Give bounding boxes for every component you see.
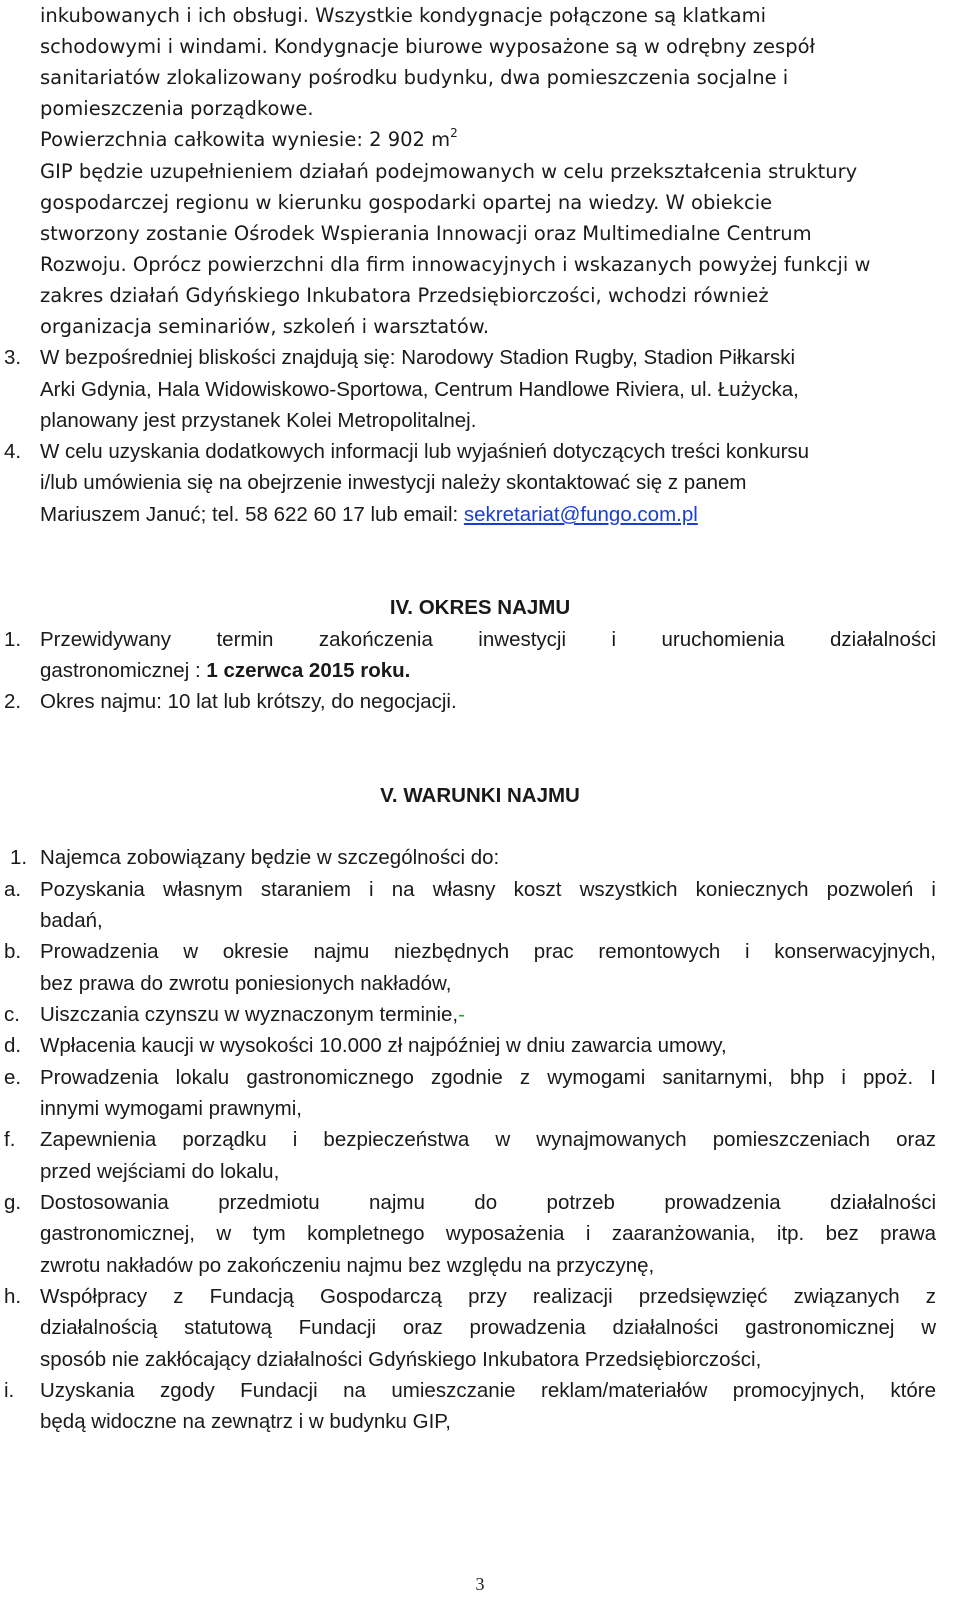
list-letter: d. bbox=[4, 1034, 22, 1057]
text-line: zakres działań Gdyńskiego Inkubatora Przedsiębiorczości, wchodzi również bbox=[40, 284, 769, 307]
list-number: 3. bbox=[4, 346, 22, 369]
text-line: schodowymi i windami. Kondygnacje biurowe wyposażone są w odrębny zespół bbox=[40, 35, 816, 58]
text-line: zwrotu nakładów po zakończeniu najmu bez względu na przyczynę, bbox=[40, 1254, 655, 1277]
area-unit-superscript: 2 bbox=[450, 125, 458, 140]
text-line: innymi wymogami prawnymi, bbox=[40, 1097, 303, 1120]
text-line: sposób nie zakłócający działalności Gdyńskiego Inkubatora Przedsiębiorczości, bbox=[40, 1348, 762, 1371]
list-letter: h. bbox=[4, 1285, 22, 1308]
payment-text: Uiszczania czynszu w wyznaczonym terminie, bbox=[40, 1003, 459, 1026]
section-heading-warunki-najmu: V. WARUNKI NAJMU bbox=[380, 784, 580, 807]
text-line: Przewidywany termin zakończenia inwestycji i uruchomienia działalności bbox=[40, 628, 936, 651]
text-line: Pozyskania własnym staraniem i na własny koszt wszystkich koniecznych pozwoleń i bbox=[40, 878, 936, 901]
text-line: Prowadzenia lokalu gastronomicznego zgodnie z wymogami sanitarnymi, bhp i ppoż. I bbox=[40, 1066, 936, 1089]
list-number: 4. bbox=[4, 440, 22, 463]
text-line: planowany jest przystanek Kolei Metropolitalnej. bbox=[40, 409, 477, 432]
text-line: Okres najmu: 10 lat lub krótszy, do negocjacji. bbox=[40, 690, 457, 713]
contact-text: Mariuszem Januć; tel. 58 622 60 17 lub email: bbox=[40, 503, 464, 526]
date-label: gastronomicznej : bbox=[40, 659, 207, 682]
list-letter: b. bbox=[4, 940, 22, 963]
text-line: przed wejściami do lokalu, bbox=[40, 1160, 280, 1183]
text-line: W celu uzyskania dodatkowych informacji lub wyjaśnień dotyczących treści konkursu bbox=[40, 440, 810, 463]
text-line: stworzony zostanie Ośrodek Wspierania Innowacji oraz Multimedialne Centrum bbox=[40, 222, 812, 245]
text-line: Prowadzenia w okresie najmu niezbędnych prac remontowych i konserwacyjnych, bbox=[40, 940, 936, 963]
text-line: pomieszczenia porządkowe. bbox=[40, 97, 314, 120]
text-line: Najemca zobowiązany będzie w szczególności do: bbox=[40, 846, 500, 869]
date-line bbox=[40, 655, 936, 686]
list-number: 1. bbox=[4, 628, 22, 651]
list-letter: f. bbox=[4, 1128, 16, 1151]
text-line: Zapewnienia porządku i bezpieczeństwa w wynajmowanych pomieszczeniach oraz bbox=[40, 1128, 936, 1151]
area-text: Powierzchnia całkowita wyniesie: 2 902 m bbox=[40, 128, 451, 151]
list-number: 1. bbox=[10, 846, 28, 869]
text-line: gospodarczej regionu w kierunku gospodarki opartej na wiedzy. W obiekcie bbox=[40, 191, 773, 214]
text-line: działalnością statutową Fundacji oraz prowadzenia działalności gastronomicznej w bbox=[40, 1316, 936, 1339]
list-letter: i. bbox=[4, 1379, 15, 1402]
date-value: 1 czerwca 2015 roku. bbox=[206, 659, 411, 682]
text-line: gastronomicznej, w tym kompletnego wyposażenia i zaaranżowania, itp. bez prawa bbox=[40, 1222, 936, 1245]
text-line: Uzyskania zgody Fundacji na umieszczanie reklam/materiałów promocyjnych, które bbox=[40, 1379, 936, 1402]
text-line: W bezpośredniej bliskości znajdują się: Narodowy Stadion Rugby, Stadion Piłkarski bbox=[40, 346, 796, 369]
text-line: i/lub umówienia się na obejrzenie inwestycji należy skontaktować się z panem bbox=[40, 471, 747, 494]
text-line: badań, bbox=[40, 909, 103, 932]
text-line: Wpłacenia kaucji w wysokości 10.000 zł najpóźniej w dniu zawarcia umowy, bbox=[40, 1034, 727, 1057]
text-line: organizacja seminariów, szkoleń i warsztatów. bbox=[40, 315, 490, 338]
list-letter: c. bbox=[4, 1003, 20, 1026]
contact-line bbox=[40, 499, 936, 530]
page-number: 3 bbox=[475, 1574, 485, 1594]
email-link[interactable]: sekretariat@fungo.com.pl bbox=[463, 503, 698, 526]
text-line: bez prawa do zwrotu poniesionych nakładów, bbox=[40, 972, 452, 995]
text-line: będą widoczne na zewnątrz i w budynku GIP, bbox=[40, 1410, 452, 1433]
payment-line bbox=[40, 999, 936, 1030]
text-line: GIP będzie uzupełnieniem działań podejmowanych w celu przekształcenia struktury bbox=[40, 160, 858, 183]
text-line: Rozwoju. Oprócz powierzchni dla firm innowacyjnych i wskazanych powyżej funkcji w bbox=[40, 253, 871, 276]
text-line: Współpracy z Fundacją Gospodarczą przy realizacji przedsięwzięć związanych z bbox=[40, 1285, 936, 1308]
section-heading-okres-najmu: IV. OKRES NAJMU bbox=[389, 596, 571, 619]
text-line: sanitariatów zlokalizowany pośrodku budynku, dwa pomieszczenia socjalne i bbox=[40, 66, 789, 89]
edit-mark: - bbox=[458, 1003, 465, 1026]
text-line: Dostosowania przedmiotu najmu do potrzeb prowadzenia działalności bbox=[40, 1191, 936, 1214]
text-line: Arki Gdynia, Hala Widowiskowo-Sportowa, Centrum Handlowe Riviera, ul. Łużycka, bbox=[40, 378, 799, 401]
list-letter: a. bbox=[4, 878, 22, 901]
text-line: inkubowanych i ich obsługi. Wszystkie kondygnacje połączone są klatkami bbox=[40, 4, 767, 27]
list-number: 2. bbox=[4, 690, 22, 713]
area-line bbox=[40, 124, 936, 155]
list-letter: g. bbox=[4, 1191, 22, 1214]
list-letter: e. bbox=[4, 1066, 22, 1089]
